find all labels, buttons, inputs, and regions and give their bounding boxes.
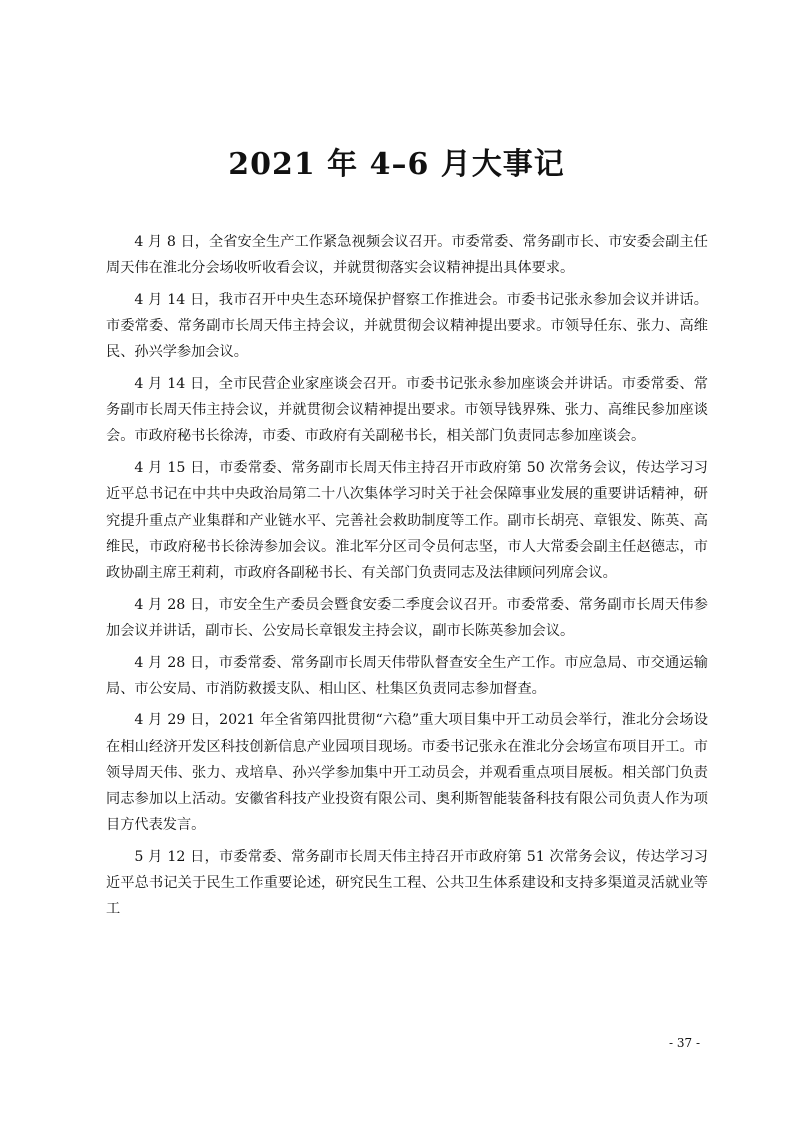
page-title: 2021 年 4–6 月大事记 bbox=[228, 147, 565, 182]
paragraph: 4 月 28 日，市委常委、常务副市长周天伟带队督查安全生产工作。市应急局、市交通运输局、市公安局、市消防救援支队、相山区、杜集区负责同志参加督查。 bbox=[106, 654, 708, 697]
document-body bbox=[106, 229, 708, 928]
paragraph: 4 月 29 日，2021 年全省第四批贯彻“六稳”重大项目集中开工动员会举行，淮北分会场设在相山经济开发区科技创新信息产业园项目现场。市委书记张永在淮北分会场宣布项目开工。市领导周天伟、张力、戎培阜、孙兴学参加集中开工动员会，并观看重点项目展板。相关部门负责同志参加以上活动。安徽省科技产业投资有限公司、奥利斯智能装备科技有限公司负责人作为项目方代表发言。 bbox=[106, 712, 708, 834]
page-number: - 37 - bbox=[668, 1036, 700, 1050]
paragraph: 4 月 28 日，市安全生产委员会暨食安委二季度会议召开。市委常委、常务副市长周天伟参加会议并讲话，副市长、公安局长章银发主持会议，副市长陈英参加会议。 bbox=[106, 596, 708, 639]
paragraph: 4 月 14 日，我市召开中央生态环境保护督察工作推进会。市委书记张永参加会议并讲话。市委常委、常务副市长周天伟主持会议，并就贯彻会议精神提出要求。市领导任东、张力、高维民、孙兴学参加会议。 bbox=[106, 291, 708, 361]
paragraph: 4 月 15 日，市委常委、常务副市长周天伟主持召开市政府第 50 次常务会议，传达学习习近平总书记在中共中央政治局第二十八次集体学习时关于社会保障事业发展的重要讲话精神，研究提升重点产业集群和产业链水平、完善社会救助制度等工作。副市长胡亮、章银发、陈英、高维民，市政府秘书长徐涛参加会议。淮北军分区司令员何志坚，市人大常委会副主任赵德志，市政协副主席王莉莉，市政府各副秘书长、有关部门负责同志及法律顾问列席会议。 bbox=[106, 460, 708, 581]
paragraph: 4 月 8 日，全省安全生产工作紧急视频会议召开。市委常委、常务副市长、市安委会副主任周天伟在淮北分会场收听收看会议，并就贯彻落实会议精神提出具体要求。 bbox=[106, 234, 708, 277]
paragraph: 4 月 14 日，全市民营企业家座谈会召开。市委书记张永参加座谈会并讲话。市委常委、常务副市长周天伟主持会议，并就贯彻会议精神提出要求。市领导钱界殊、张力、高维民参加座谈会。市政府秘书长徐涛，市委、市政府有关副秘书长，相关部门负责同志参加座谈会。 bbox=[106, 376, 708, 445]
paragraph: 5 月 12 日，市委常委、常务副市长周天伟主持召开市政府第 51 次常务会议，传达学习习近平总书记关于民生工作重要论述，研究民生工程、公共卫生体系建设和支持多渠道灵活就业等工 bbox=[106, 848, 708, 918]
